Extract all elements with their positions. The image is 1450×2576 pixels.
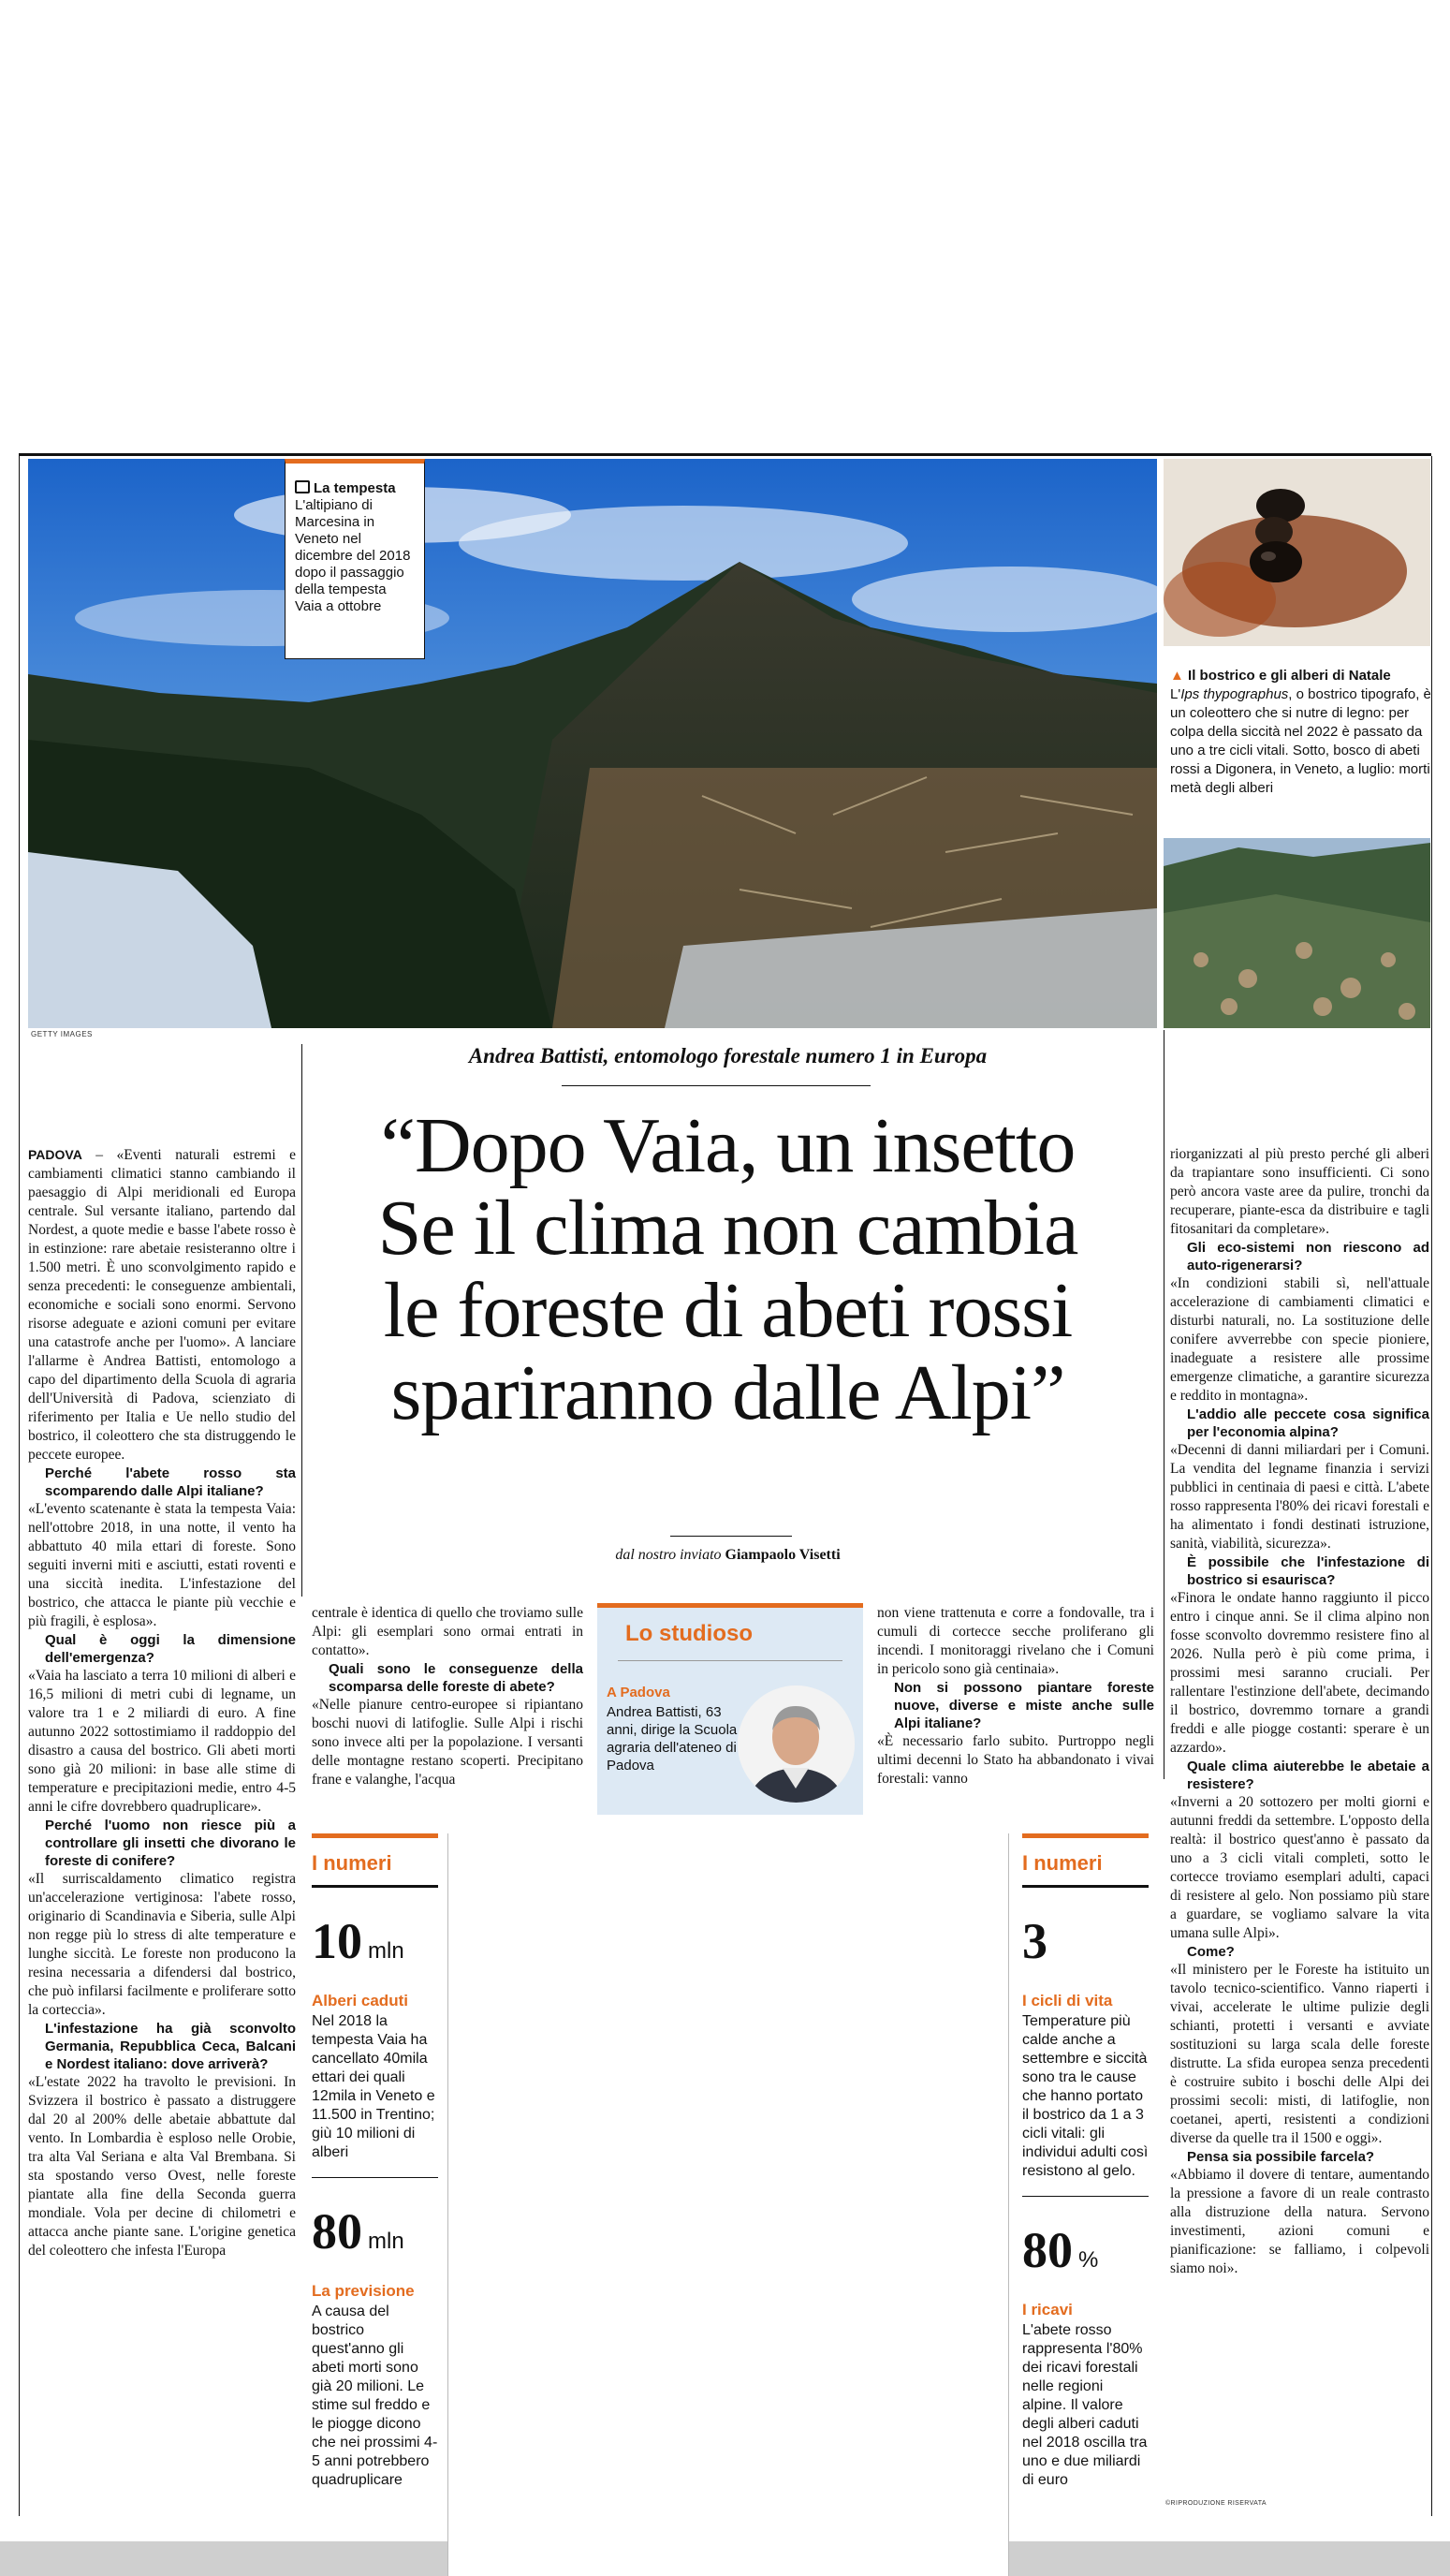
side-caption-title: Il bostrico e gli alberi di Natale	[1188, 668, 1391, 684]
question-4: L'infestazione ha già sconvolto Germania, Repubblica Ceca, Balcani e Nordest italiano: dove arriverà?	[45, 2021, 296, 2072]
side-caption-species: Ips thypographus	[1180, 686, 1289, 702]
col4-text: riorganizzati al più presto perché gli alberi da trapiantare sono insufficienti. Ci sono però ancora vaste aree da pulire, tronchi da recuperare, piante-esca da distribuire e tagli fitosanitari da completare».	[1170, 1146, 1429, 1237]
stat-label: La previsione	[312, 2282, 415, 2300]
question-3: Perché l'uomo non riesce più a controllare gli insetti che divorano le foreste di conifere?	[45, 1818, 296, 1869]
headline-line-1: “Dopo Vaia, un insetto	[380, 1102, 1076, 1189]
stat-unit: mln	[368, 1938, 404, 1964]
byline-author: Giampaolo Visetti	[725, 1547, 841, 1563]
numbers-header: I numeri	[1022, 1833, 1149, 1876]
page-rule-right	[1431, 456, 1432, 2516]
triangle-up-icon: ▲	[1170, 668, 1184, 684]
grey-footer-right	[1009, 2541, 1450, 2576]
profile-box	[597, 1603, 863, 1815]
stat-unit: mln	[368, 2229, 404, 2254]
side-caption-text: , o bostrico tipografo, è un coleottero che si nutre di legno: per colpa della siccità nel 2022 è passato da uno a tre cicli vitali. Sotto, bosco di abeti rossi a Digonera, in Veneto, a luglio: morti metà degli alberi	[1170, 686, 1431, 796]
beetle-photo	[1164, 459, 1430, 646]
byline	[309, 1547, 1147, 1564]
forest-hills-illustration	[1164, 838, 1430, 1028]
photo-credit: GETTY IMAGES	[31, 1030, 93, 1038]
stat-number: 80	[312, 2203, 362, 2260]
article-column-4	[1170, 1145, 1429, 2278]
side-caption	[1170, 667, 1432, 798]
grey-footer-left	[0, 2541, 447, 2576]
headline-line-3: le foreste di abeti rossi	[383, 1267, 1073, 1354]
column-rule-left	[301, 1044, 302, 1597]
headline	[309, 1102, 1147, 1436]
col2-question-1: Quali sono le conseguenze della scomparsa delle foreste di abete?	[329, 1661, 583, 1695]
question-1: Perché l'abete rosso sta scomparendo dalle Alpi italiane?	[45, 1465, 296, 1499]
col3-question-1: Non si possono piantare foreste nuove, diverse e miste anche sulle Alpi italiane?	[894, 1680, 1154, 1731]
numbers-box-left	[312, 1833, 438, 2490]
col2-text: centrale è identica di quello che troviamo sulle Alpi: gli esemplari sono ormai entrati in contatto».	[312, 1605, 583, 1658]
headline-line-4: spariranno dalle Alpi”	[390, 1349, 1065, 1436]
col4-answer-5: «Il ministero per le Foreste ha istituito un tavolo tecnico-scientifico. Vanno riaperti i vivai, accelerate le ultime pulizie degli schianti, protetti i versanti e avviate sostituzioni su larga scala delle foreste distrutte. La sfida europea senza precedenti è costruire subito i boschi delle Alpi dei prossimi secoli: misti, di latifoglie, non coetanei, aperti, resistenti a condizioni diverse da quelle tra il 1500 e oggi».	[1170, 1962, 1429, 2146]
profile-title: Lo studioso	[625, 1621, 753, 1646]
dateline: PADOVA	[28, 1147, 82, 1162]
stat-value	[1022, 2222, 1149, 2286]
profile-text: Andrea Battisti, 63 anni, dirige la Scuola agraria dell'ateneo di Padova	[607, 1704, 738, 1774]
col4-answer-2: «Decenni di danni miliardari per i Comuni. La vendita del legname finanzia i servizi pubblici in centinaia di paesi e città. L'abete rosso rappresenta l'80% dei ricavi forestali e ha alimentato i fondi destinati istruzione, sanità, viabilità, sicurezza».	[1170, 1442, 1429, 1552]
camera-icon	[295, 480, 310, 493]
stat-unit: %	[1078, 2247, 1099, 2273]
copyright-notice: ©RIPRODUZIONE RISERVATA	[1165, 2500, 1267, 2507]
page-rule-left	[19, 456, 20, 2516]
article-column-1	[28, 1145, 296, 2260]
col4-answer-6: «Abbiamo il dovere di tentare, aumentando la pressione a favore di un reale contrasto alla distruzione della natura. Servono investimenti, azioni comuni e pianificazione: se falliamo, i colpevoli siamo noi».	[1170, 2167, 1429, 2276]
col4-answer-1: «In condizioni stabili sì, nell'attuale accelerazione di cambiamenti climatici e disturbi naturali, no. La sostituzione delle conifere avverrebbe con specie pioniere, inadeguate a resistere alle prossime emergenze climatiche, a garantire sicurezza e reddito in montagna».	[1170, 1275, 1429, 1404]
stat-value	[1022, 1913, 1149, 1977]
col3-text: non viene trattenuta e corre a fondovalle, tra i cumuli di cortecce secche proliferano gli incendi. I monitoraggi rivelano che i Comuni in pericolo sono già centinaia».	[877, 1605, 1154, 1677]
person-portrait	[738, 1685, 855, 1803]
top-rule	[19, 453, 1431, 456]
side-caption-pre: L'	[1170, 686, 1181, 702]
answer-4: «L'estate 2022 ha travolto le previsioni. In Svizzera il bostrico è passato a distruggere dal 20 al 200% delle abetaie abbattute dal vento. In Lombardia è esploso nelle Orobie, tra alta Val Seriana e alta Val Brembana. Si sta spostando verso Ovest, nelle foreste piantate alla fine della Seconda guerra mondiale. Vola per decine di chilometri e attacca anche piante sane. L'origine genetica del coleottero che infesta l'Europa	[28, 2074, 296, 2259]
stat-value	[312, 2203, 438, 2267]
stat-text: Nel 2018 la tempesta Vaia ha cancellato 40mila ettari dei quali 12mila in Veneto e 11.500 in Trentino; giù 10 milioni di alberi	[312, 2013, 435, 2160]
byline-prefix: dal nostro inviato	[615, 1547, 722, 1563]
article-column-3	[877, 1604, 1154, 1788]
stat-number: 3	[1022, 1913, 1047, 1969]
avatar	[738, 1685, 855, 1803]
blank-panel	[447, 1833, 1009, 2576]
headline-line-2: Se il clima non cambia	[377, 1185, 1078, 1272]
beetle-illustration	[1164, 459, 1430, 646]
numbers-header-rule	[1022, 1885, 1149, 1888]
numbers-header-rule	[312, 1885, 438, 1888]
numbers-header: I numeri	[312, 1833, 438, 1876]
stat-number: 80	[1022, 2222, 1073, 2278]
photo-caption-box	[285, 459, 425, 659]
dead-forest-photo	[1164, 838, 1430, 1028]
forest-illustration	[28, 459, 1157, 1028]
main-photo-forest	[28, 459, 1157, 1028]
stat-label: Alberi caduti	[312, 1992, 408, 2009]
col4-question-5: Come?	[1187, 1944, 1235, 1960]
numbers-box-right	[1022, 1833, 1149, 2490]
stat-value	[312, 1913, 438, 1977]
question-2: Qual è oggi la dimensione dell'emergenza?	[45, 1632, 296, 1666]
stat-divider	[1022, 2196, 1149, 2197]
col2-answer-1: «Nelle pianure centro-europee si ripiantano boschi nuovi di latifoglie. Sulle Alpi i rischi sono invece alti per la popolazione. I versanti delle montagne restano scoperti. Precipitano frane e valanghe, l'acqua	[312, 1697, 583, 1788]
stat-text: A causa del bostrico quest'anno gli abeti morti sono già 20 milioni. Le stime sul freddo e le piogge dicono che nei prossimi 4-5 anni potrebbero quadruplicare	[312, 2304, 438, 2488]
byline-rule	[670, 1536, 792, 1537]
kicker-rule	[562, 1085, 871, 1086]
stat-number: 10	[312, 1913, 362, 1969]
kicker: Andrea Battisti, entomologo forestale numero 1 in Europa	[468, 1044, 988, 1067]
col4-question-3: È possibile che l'infestazione di bostrico si esaurisca?	[1187, 1554, 1429, 1588]
col4-question-6: Pensa sia possibile farcela?	[1187, 2149, 1375, 2165]
profile-rule	[618, 1660, 842, 1661]
col4-question-1: Gli eco-sistemi non riescono ad auto-rigenerarsi?	[1187, 1240, 1429, 1273]
col1-intro: – «Eventi naturali estremi e cambiamenti climatici stanno cambiando il paesaggio di Alpi meridionali ed Europa centrale. Sul versante italiano, partendo dal Nordest, a quote medie e basse l'abete rosso è in estinzione: rare abetaie resisteranno oltre i 1.500 metri. È uno sconvolgimento rapido e senza precedenti: le conseguenze ambientali, economiche e sociali sono enormi. Servono risorse adeguate e azioni comuni per evitare una catastrofe anche per l'uomo». A lanciare l'allarme è Andrea Battisti, entomologo a capo del dipartimento della Scuola di agraria dell'Università di Padova, scienziato di riferimento per Italia e Ue nello studio del bostrico, il coleottero che sta distruggendo le peccete europee.	[28, 1147, 296, 1463]
answer-2: «Vaia ha lasciato a terra 10 milioni di alberi e 16,5 milioni di metri cubi di legname, un valore tra 1 e 2 miliardi di euro. A fine autunno 2022 sottostimiamo il raddoppio del disastro a causa del bostrico. Gli abeti morti sono già 20 milioni: in base alle stime di temperature e precipitazioni medie, entro 4-5 anni le cifre dovrebbero quadruplicare».	[28, 1668, 296, 1815]
caption-title: La tempesta	[314, 480, 396, 496]
stat-text: L'abete rosso rappresenta l'80% dei ricavi forestali nelle regioni alpine. Il valore degli alberi caduti nel 2018 oscilla tra uno e due miliardi di euro	[1022, 2322, 1148, 2488]
col4-question-2: L'addio alle peccete cosa significa per l'economia alpina?	[1187, 1406, 1429, 1440]
article-column-2	[312, 1604, 583, 1789]
stat-label: I cicli di vita	[1022, 1992, 1113, 2009]
col4-answer-4: «Inverni a 20 sottozero per molti giorni e autunni freddi da settembre. L'opposto della realtà: il bostrico quest'anno è passato da uno a 3 cicli vitali completi, sotto le cortecce troviamo esemplari adulti, capaci di resistere al gelo. Non possiamo più stare a guardare, se vogliamo salvare la vita umana sulle Alpi».	[1170, 1794, 1429, 1941]
col3-answer-1: «È necessario farlo subito. Purtroppo negli ultimi decenni lo Stato ha abbandonato i vivai forestali: vanno	[877, 1733, 1154, 1787]
stat-label: I ricavi	[1022, 2301, 1073, 2318]
col4-answer-3: «Finora le ondate hanno raggiunto il picco entro i cinque anni. Se il clima alpino non fosse sconvolto dovremmo resistere fino al 2026. Nulla però è più come prima, i prossimi mesi saranno cruciali. Per rallentare l'estinzione dell'abete, decimando il bostrico, dovremmo tornare a grandi freddi e alle piogge costanti: sperare è un azzardo».	[1170, 1590, 1429, 1756]
caption-text: L'altipiano di Marcesina in Veneto nel dicembre del 2018 dopo il passaggio della tempesta Vaia a ottobre	[295, 497, 411, 614]
answer-1: «L'evento scatenante è stata la tempesta Vaia: nell'ottobre 2018, in una notte, il vento ha abbattuto 40 mila ettari di foreste. Sono seguiti inverni miti e asciutti, estati roventi e una siccità inedita. L'infestazione del bostrico, che attacca le piante più vecchie e più fragili, è esplosa».	[28, 1501, 296, 1629]
col4-question-4: Quale clima aiuterebbe le abetaie a resistere?	[1187, 1759, 1429, 1792]
answer-3: «Il surriscaldamento climatico registra un'accelerazione vertiginosa: l'abete rosso, originario di Scandinavia e Siberia, sulle Alpi non regge più lo stress di alte temperature e lunghe siccità. Le foreste non producono la resina necessaria a difendersi dal bostrico, che può infilarsi facilmente e proliferare sotto la corteccia».	[28, 1871, 296, 2018]
profile-location: A Padova	[607, 1685, 670, 1700]
stat-divider	[312, 2177, 438, 2178]
stat-text: Temperature più calde anche a settembre e siccità sono tra le cause che hanno portato il bostrico da 1 a 3 cicli vitali: gli individui adulti così resistono al gelo.	[1022, 2013, 1149, 2179]
